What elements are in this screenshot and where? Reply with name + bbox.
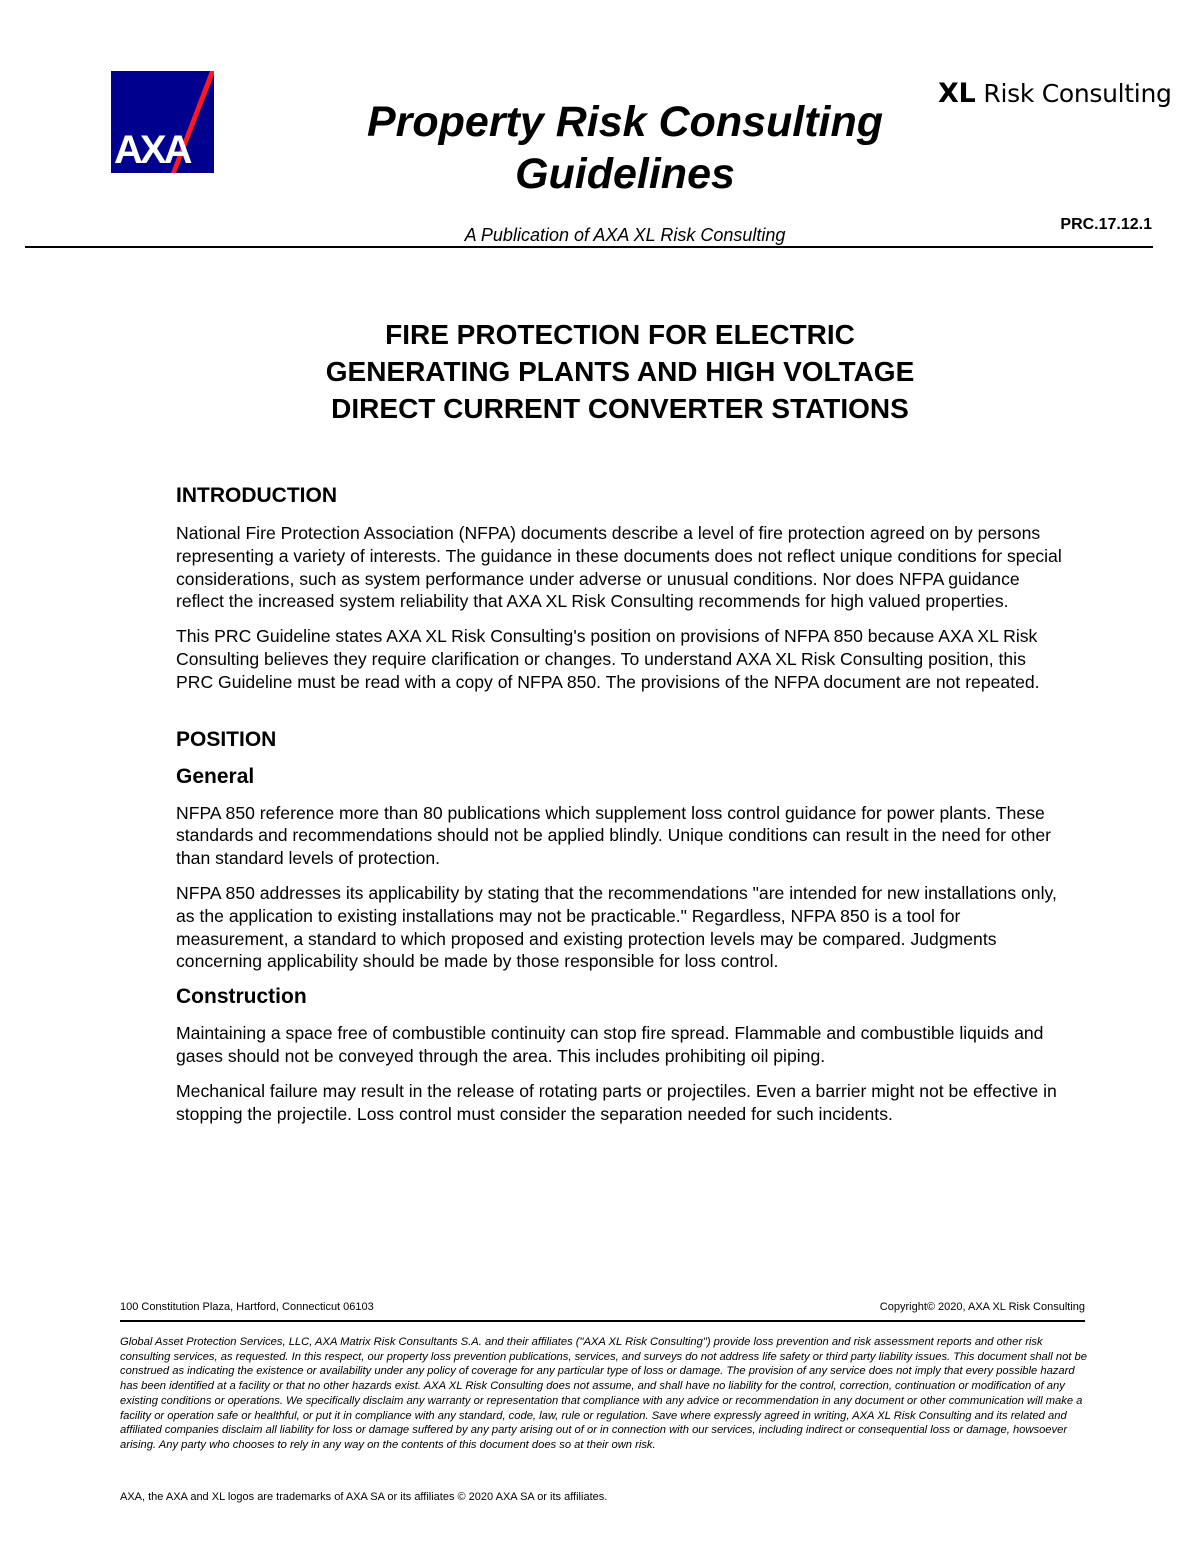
axa-logo [111, 71, 214, 173]
doc-title-line-2: GENERATING PLANTS AND HIGH VOLTAGE [325, 356, 915, 387]
svg-text:AXA: AXA [114, 128, 190, 172]
xl-logo-mark: XL [938, 78, 976, 109]
construction-heading: Construction [176, 985, 307, 1009]
general-paragraph-1: NFPA 850 reference more than 80 publications which supplement loss control guidance for power plants. These standards and recommendations should not be applied blindly. Unique conditions can result in the need for other than standard levels of protection. [176, 802, 1052, 869]
introduction-heading: INTRODUCTION [176, 484, 337, 507]
footer-divider [120, 1320, 1085, 1322]
position-heading: POSITION [176, 727, 277, 751]
footer-address-line [120, 1301, 1085, 1313]
document-title [220, 316, 1020, 427]
title-line-2: Guidelines [515, 150, 735, 198]
footer-trademark: AXA, the AXA and XL logos are trademarks of AXA SA or its affiliates © 2020 AXA SA or its affiliates. [120, 1491, 608, 1503]
construction-paragraph-2: Mechanical failure may result in the release of rotating parts or projectiles. Even a barrier might not be effective in stopping the projectile. Loss control must consider the separation needed for such incidents. [176, 1080, 1057, 1124]
footer-address: 100 Constitution Plaza, Hartford, Connecticut 06103 [120, 1301, 374, 1313]
general-paragraph-2: NFPA 850 addresses its applicability by stating that the recommendations "are intended for new installations only, as the application to existing installations may not be practicable." Regardless, NFPA 850 is a tool for measurement, a standard to which proposed and existing protection levels may be compared. Judgments concerning applicability should be made by those responsible for loss control. [176, 882, 1057, 972]
doc-title-line-1: FIRE PROTECTION FOR ELECTRIC [385, 319, 855, 350]
construction-paragraph-1: Maintaining a space free of combustible continuity can stop fire spread. Flammable and combustible liquids and gases should not be conveyed through the area. This includes prohibiting oil piping. [176, 1023, 1044, 1066]
doc-title-line-3: DIRECT CURRENT CONVERTER STATIONS [331, 393, 909, 424]
footer-disclaimer: Global Asset Protection Services, LLC, AXA Matrix Risk Consultants S.A. and their affiliates ("AXA XL Risk Consulting") provide loss prevention and risk assessment reports and other risk consulting services, as requested. In this respect, our property loss prevention publications, services, and surveys do not address life safety or third party liability issues. This document shall not be construed as indicating the existence or availability under any policy of coverage for any particular type of loss or damage. The provision of any service does not imply that every possible hazard has been identified at a facility or that no other hazards exist. AXA XL Risk Consulting does not assume, and shall have no liability for the control, correction, continuation or modification of any existing conditions or operations. We specifically disclaim any warranty or representation that compliance with any advice or recommendation in any document or other communication will make a facility or operation safe or healthful, or put it in compliance with any standard, code, law, rule or regulation. Save where expressly agreed in writing, AXA XL Risk Consulting and its related and affiliated companies disclaim all liability for loss or damage suffered by any party arising out of or in connection with our services, including indirect or consequential loss or damage, howsoever arising. Any party who chooses to rely in any way on the contents of this document does so at their own risk. [120, 1336, 1087, 1451]
document-body [176, 484, 1066, 1125]
publication-subtitle: A Publication of AXA XL Risk Consulting [464, 225, 786, 245]
title-line-1: Property Risk Consulting [366, 98, 884, 146]
general-heading: General [176, 764, 255, 788]
publication-title [260, 96, 990, 200]
header-divider [25, 246, 1153, 248]
footer-copyright: Copyright© 2020, AXA XL Risk Consulting [879, 1301, 1085, 1313]
xl-logo-text: Risk Consulting [983, 79, 1172, 108]
intro-paragraph-1: National Fire Protection Association (NFPA) documents describe a level of fire protection agreed on by persons representing a variety of interests. The guidance in these documents does not reflect unique conditions for special considerations, such as system performance under adverse or unusual conditions. Nor does NFPA guidance reflect the increased system reliability that AXA XL Risk Consulting recommends for high valued properties. [176, 523, 1062, 612]
document-number: PRC.17.12.1 [1060, 216, 1152, 233]
intro-paragraph-2: This PRC Guideline states AXA XL Risk Consulting's position on provisions of NFPA 850 because AXA XL Risk Consulting believes they require clarification or changes. To understand AXA XL Risk Consulting position, this PRC Guideline must be read with a copy of NFPA 850. The provisions of the NFPA document are not repeated. [176, 626, 1040, 692]
